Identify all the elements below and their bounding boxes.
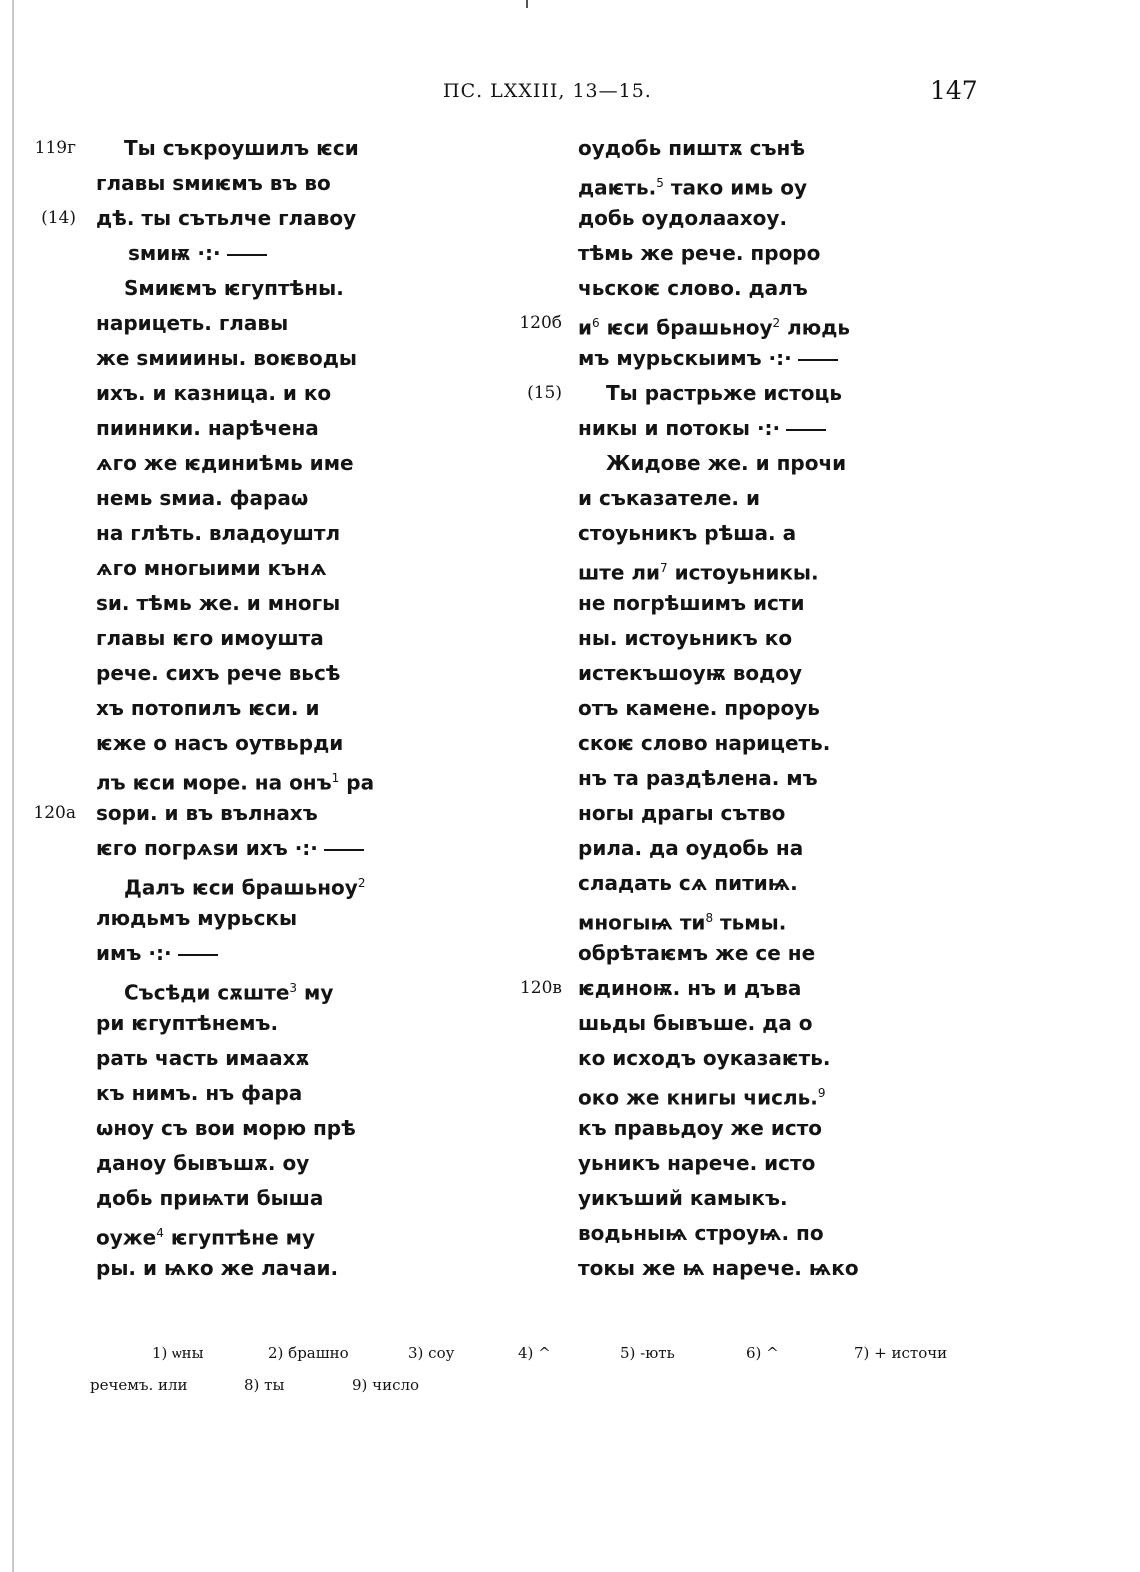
text-line <box>96 236 426 271</box>
line-text: оуже <box>96 1225 157 1250</box>
text-line <box>578 341 898 376</box>
footnote-ref: 4 <box>156 1226 164 1240</box>
right-text-column <box>519 131 898 1286</box>
text-line <box>578 166 898 201</box>
line-text: имъ ·:· <box>96 941 172 965</box>
text-line <box>96 901 426 936</box>
line-text: рать часть имаахѫ <box>96 1046 310 1070</box>
line-text: ѕмиѭ ·:· <box>128 241 221 265</box>
text-line <box>96 481 426 516</box>
line-text: главы ѥго имоушта <box>96 626 324 650</box>
text-line <box>578 761 898 796</box>
footnote: 6) ^ <box>746 1344 779 1362</box>
end-rule-dash <box>324 849 364 851</box>
footnote-ref: 3 <box>289 981 298 995</box>
text-line <box>578 831 898 866</box>
text-line <box>96 656 426 691</box>
text-line <box>578 1006 898 1041</box>
line-text: ѥдиноѭ. нъ и дъва <box>578 976 802 1000</box>
footnote: 7) + источи <box>854 1344 948 1362</box>
line-text: истекъшоуѭ водоу <box>578 661 803 685</box>
text-line <box>96 936 426 971</box>
line-text: же ѕмииины. воѥводы <box>96 346 358 370</box>
line-text: тако имь оу <box>663 175 807 200</box>
line-text: шьды бывъше. да о <box>578 1011 813 1035</box>
line-text: Съсѣди сѫште <box>124 980 290 1005</box>
end-rule-dash <box>178 954 218 956</box>
line-text: ѥго погрѧѕи ихъ ·:· <box>96 836 318 860</box>
line-text: даноу бывъшѫ. оу <box>96 1151 310 1175</box>
footnote: 1) ѡны <box>152 1344 204 1362</box>
line-text: ѕи. тѣмь же. и многы <box>96 591 341 615</box>
text-line <box>578 656 898 691</box>
text-line <box>96 166 426 201</box>
line-text: дѣ. ты сътьлче главоу <box>96 206 357 230</box>
line-text: тьмы. <box>713 910 787 935</box>
text-line <box>96 831 426 866</box>
line-text: обрѣтаѥмъ же се не <box>578 941 816 965</box>
text-line <box>96 1181 426 1216</box>
text-line <box>96 761 426 796</box>
text-line <box>527 376 898 411</box>
text-line <box>96 621 426 656</box>
line-text: чьскоѥ слово. далъ <box>578 276 808 300</box>
text-line <box>519 971 898 1006</box>
footnote: речемъ. или <box>90 1376 188 1394</box>
text-line <box>578 796 898 831</box>
text-line <box>96 726 426 761</box>
line-text: людь <box>780 315 850 340</box>
text-line <box>96 971 426 1006</box>
footnotes <box>90 1344 990 1408</box>
text-line <box>96 1076 426 1111</box>
line-text: ѥгуптѣне му <box>163 1225 315 1250</box>
text-line <box>578 691 898 726</box>
text-line <box>578 516 898 551</box>
line-text: добь оудолаахоу. <box>578 206 788 230</box>
line-text: ихъ. и казница. и ко <box>96 381 332 405</box>
line-text: тѣмь же рече. проро <box>578 241 821 265</box>
footnote-ref: 5 <box>656 176 664 190</box>
line-text: ко исходъ оуказаѥть. <box>578 1046 831 1070</box>
footnote-ref: 7 <box>660 561 668 575</box>
line-text: даѥть. <box>578 175 657 200</box>
text-line <box>578 1111 898 1146</box>
footnote-ref: 8 <box>705 911 714 925</box>
line-text: ѕори. и въ вълнахъ <box>96 801 318 825</box>
text-line <box>96 866 426 901</box>
line-text: токы же ѩ нарече. ѩко <box>578 1256 859 1280</box>
line-text: рече. сихъ рече вьсѣ <box>96 661 341 685</box>
line-text: нарицеть. главы <box>96 311 289 335</box>
footnote-ref: 9 <box>817 1086 826 1100</box>
margin-folio: 120в <box>519 978 562 998</box>
text-line <box>578 621 898 656</box>
line-text: людьмъ мурьскы <box>96 906 298 930</box>
line-text: Жидове же. и прочи <box>606 451 847 475</box>
text-line <box>578 1076 898 1111</box>
text-line <box>96 1146 426 1181</box>
line-text: хъ потопилъ ѥси. и <box>96 696 320 720</box>
text-line <box>96 551 426 586</box>
line-text: Ты растрьже истоць <box>606 381 843 405</box>
line-text: къ правьдоу же исто <box>578 1116 823 1140</box>
line-text: Далъ ѥси брашьноу <box>124 875 358 900</box>
text-line <box>578 271 898 306</box>
line-text: ѥси брашьноу <box>599 315 773 340</box>
line-text: сладать сѧ питиѩ. <box>578 871 798 895</box>
text-line <box>578 586 898 621</box>
footnote-row <box>90 1344 990 1376</box>
footnote-row <box>90 1376 990 1408</box>
text-line <box>96 691 426 726</box>
footnote: 3) соу <box>408 1344 455 1362</box>
line-text: лъ ѥси море. на онъ <box>96 770 332 795</box>
page-number: 147 <box>930 76 978 105</box>
line-text: ѡноу съ вои морю прѣ <box>96 1116 356 1140</box>
text-line <box>41 201 426 236</box>
text-line <box>578 866 898 901</box>
text-line <box>578 411 898 446</box>
line-text: добь приѩти быша <box>96 1186 324 1210</box>
text-line <box>519 306 898 341</box>
text-line <box>578 1251 898 1286</box>
text-line <box>578 1146 898 1181</box>
text-line <box>578 1181 898 1216</box>
line-text: ри ѥгуптѣнемъ. <box>96 1011 279 1035</box>
line-text: немь ѕмиа. фараѡ <box>96 486 309 510</box>
line-text: стоуьникъ рѣша. а <box>578 521 797 545</box>
end-rule-dash <box>786 429 826 431</box>
footnote-ref: 1 <box>331 771 340 785</box>
line-text: уьникъ нарече. исто <box>578 1151 816 1175</box>
line-text: главы ѕмиѥмъ въ во <box>96 171 331 195</box>
line-text: мъ мурьскыимъ ·:· <box>578 346 792 370</box>
footnote: 9) число <box>352 1376 420 1394</box>
text-line <box>96 1251 426 1286</box>
footnote: 4) ^ <box>518 1344 551 1362</box>
running-head: ПС. LXXIII, 13—15. <box>443 80 652 102</box>
margin-folio: 119г <box>34 138 76 158</box>
line-text: ногы драгы сътво <box>578 801 786 825</box>
text-line <box>578 551 898 586</box>
text-line <box>578 201 898 236</box>
footnote: 8) ты <box>244 1376 285 1394</box>
text-line <box>578 446 898 481</box>
line-text: нъ та раздѣлена. мъ <box>578 766 818 790</box>
footnote-ref: 2 <box>772 316 781 330</box>
line-text: му <box>297 980 334 1005</box>
end-rule-dash <box>227 254 267 256</box>
footnote-ref: 2 <box>357 876 366 890</box>
footnote-ref: 6 <box>592 316 600 330</box>
line-text: отъ камене. пророуь <box>578 696 820 720</box>
margin-marker <box>0 131 66 166</box>
text-line <box>96 271 426 306</box>
footnote: 2) брашно <box>268 1344 349 1362</box>
line-text: скоѥ слово нарицеть. <box>578 731 831 755</box>
line-text: ште ли <box>578 560 661 585</box>
text-line <box>96 411 426 446</box>
text-line <box>578 1041 898 1076</box>
text-line <box>96 306 426 341</box>
margin-folio: 120б <box>519 313 562 333</box>
text-line <box>578 901 898 936</box>
line-text: не погрѣшимъ исти <box>578 591 805 615</box>
line-text: ры. и ѩко же лачаи. <box>96 1256 339 1280</box>
line-text: ра <box>339 770 375 795</box>
line-text: многыѩ ти <box>578 910 706 935</box>
line-text: и съказателе. и <box>578 486 760 510</box>
end-rule-dash <box>798 359 838 361</box>
line-text: уикъший камыкъ. <box>578 1186 788 1210</box>
line-text: ѧго же ѥдиниѣмь име <box>96 451 354 475</box>
line-text: пииники. нарѣчена <box>96 416 319 440</box>
footnote: 5) -ють <box>620 1344 675 1362</box>
text-line <box>578 1216 898 1251</box>
line-text: никы и потокы ·:· <box>578 416 781 440</box>
text-line <box>34 131 426 166</box>
text-line <box>96 1006 426 1041</box>
line-text: и <box>578 315 593 340</box>
line-text: Ты съкроушилъ ѥси <box>124 136 359 160</box>
text-line <box>96 1041 426 1076</box>
line-text: на глѣть. владоуштл <box>96 521 341 545</box>
line-text: рила. да оудобь на <box>578 836 804 860</box>
text-line <box>578 936 898 971</box>
line-text: оудобь пиштѫ сънѣ <box>578 136 806 160</box>
text-line <box>96 586 426 621</box>
text-line <box>578 726 898 761</box>
line-text: водьныѩ строуѩ. по <box>578 1221 824 1245</box>
text-line <box>96 1111 426 1146</box>
line-text: истоуьникы. <box>667 560 819 585</box>
margin-folio: (15) <box>527 383 562 403</box>
text-line <box>578 131 898 166</box>
margin-folio: (14) <box>41 208 76 228</box>
text-line <box>96 1216 426 1251</box>
line-text: око же книгы числь. <box>578 1085 818 1110</box>
line-text: ѧго многыими кънѧ <box>96 556 327 580</box>
text-line <box>96 446 426 481</box>
text-line <box>33 796 426 831</box>
line-text: ны. истоуьникъ ко <box>578 626 793 650</box>
line-text: ѥже о насъ оутвьрди <box>96 731 344 755</box>
text-line <box>96 516 426 551</box>
line-text: Ѕмиѥмъ ѥгуптѣны. <box>124 276 344 300</box>
text-line <box>578 481 898 516</box>
margin-folio: 120а <box>33 803 76 823</box>
line-text: къ нимъ. нъ фара <box>96 1081 303 1105</box>
text-line <box>96 376 426 411</box>
top-print-mark <box>526 0 528 8</box>
text-line <box>96 341 426 376</box>
text-line <box>578 236 898 271</box>
left-text-column <box>33 131 426 1286</box>
